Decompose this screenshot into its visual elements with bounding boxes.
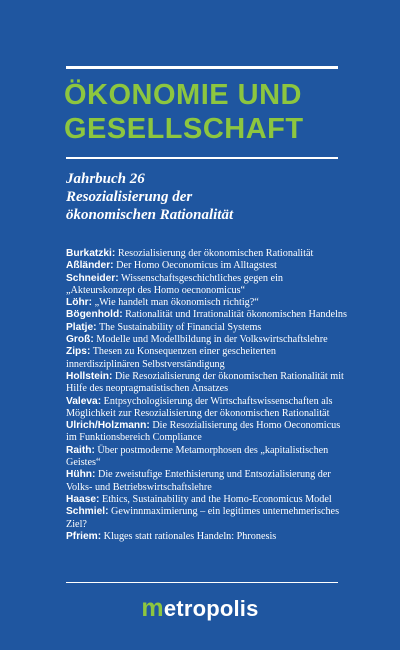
contents-entry <box>66 371 350 396</box>
volume-subtitle <box>66 170 346 224</box>
contents-entry-title: Rationalität und Irrationalität ökonomischen Handelns <box>122 309 347 321</box>
contents-entry-title: Der Homo Oeconomicus im Alltagstest <box>113 260 277 272</box>
contents-entry <box>66 346 350 371</box>
publisher-logo <box>0 594 400 623</box>
contents-entry <box>66 506 350 531</box>
contents-entry-title: Entpsychologisierung der Wirtschaftswissenschaften als Möglichkeit zur Resozialisierung der ökonomischen Rationalität <box>66 395 333 419</box>
contents-entry-title: Die zweistufige Entethisierung und Entsozialisierung der Volks- und Betriebswirtschaftslehre <box>66 469 331 493</box>
contents-entry <box>66 334 350 346</box>
contents-entry-title: Die Resozialisierung der ökonomischen Rationalität mit Hilfe des neopragmatistischen Ansatzes <box>66 370 344 395</box>
contents-entry-author: Groß: <box>66 334 94 346</box>
contents-entry-title: Resozialisierung der ökonomischen Rationalität <box>115 248 314 259</box>
contents-entry-author: Aßländer: <box>66 260 114 272</box>
contents-entry-author: Haase: <box>66 493 100 505</box>
contents-entry-author: Raith: <box>66 444 95 456</box>
contents-entry <box>66 469 350 494</box>
contents-entry-title: Wissenschaftsgeschichtliches gegen ein „Akteurskonzept des Homo oecnonomicus“ <box>66 272 283 296</box>
bottom-divider <box>66 582 338 583</box>
contents-entry-title: Modelle und Modellbildung in der Volkswirtschaftslehre <box>93 334 328 346</box>
contents-entry <box>66 396 350 421</box>
contents-entry <box>66 260 350 272</box>
contents-entry-title: „Wie handelt man ökonomisch richtig?“ <box>92 297 259 309</box>
series-title <box>64 78 364 146</box>
contents-entry-author: Schmiel: <box>66 506 109 518</box>
contents-entry-author: Löhr: <box>66 297 93 309</box>
contents-entry-author: Platje: <box>66 321 97 333</box>
contents-entry <box>66 297 350 309</box>
contents-entry <box>66 273 350 298</box>
contents-entry <box>66 420 350 445</box>
contents-entry <box>66 445 350 470</box>
contents-entry <box>66 322 350 334</box>
title-divider <box>66 157 338 159</box>
volume-number: Jahrbuch 26 <box>66 171 145 187</box>
contents-entry-title: Thesen zu Konsequenzen einer gescheiterten innerdisziplinären Selbstverständigung <box>66 346 276 370</box>
contents-entry <box>66 248 350 260</box>
contents-entry-title: Die Resozialisierung des Homo Oeconomicus im Funktionsbereich Compliance <box>66 420 341 444</box>
contents-entry-title: Gewinnmaximierung – ein legitimes unternehmerisches Ziel? <box>66 506 340 530</box>
volume-theme-line-2: ökonomischen Rationalität <box>66 207 234 223</box>
contents-entry-author: Ulrich/Holzmann: <box>66 420 150 432</box>
contents-entry-author: Hühn: <box>66 469 96 481</box>
contents-entry-author: Hollstein: <box>66 370 113 382</box>
contents-entry-author: Pfriem: <box>66 530 102 542</box>
contents-entry <box>66 531 350 543</box>
contents-entry-author: Zips: <box>66 346 91 358</box>
publisher-logo-rest: etropolis <box>163 596 259 621</box>
series-title-line-2: GESELLSCHAFT <box>64 113 304 145</box>
volume-theme-line-1: Resozialisierung der <box>66 189 193 205</box>
publisher-logo-initial: m <box>141 594 164 622</box>
series-title-line-1: ÖKONOMIE UND <box>64 79 302 111</box>
contents-entry-author: Schneider: <box>66 272 119 284</box>
contents-entry-title: Ethics, Sustainability and the Homo-Economicus Model <box>99 493 332 505</box>
table-of-contents <box>66 248 350 543</box>
contents-entry <box>66 494 350 506</box>
contents-entry-author: Bögenhold: <box>66 309 123 321</box>
contents-entry-title: The Sustainability of Financial Systems <box>96 321 262 333</box>
top-divider <box>66 66 338 69</box>
contents-entry-author: Valeva: <box>66 395 102 407</box>
contents-entry <box>66 309 350 321</box>
contents-entry-title: Über postmoderne Metamorphosen des „kapitalistischen Geistes“ <box>66 444 329 469</box>
contents-entry-author: Burkatzki: <box>66 248 116 259</box>
contents-entry-title: Kluges statt rationales Handeln: Phronesis <box>101 530 277 542</box>
